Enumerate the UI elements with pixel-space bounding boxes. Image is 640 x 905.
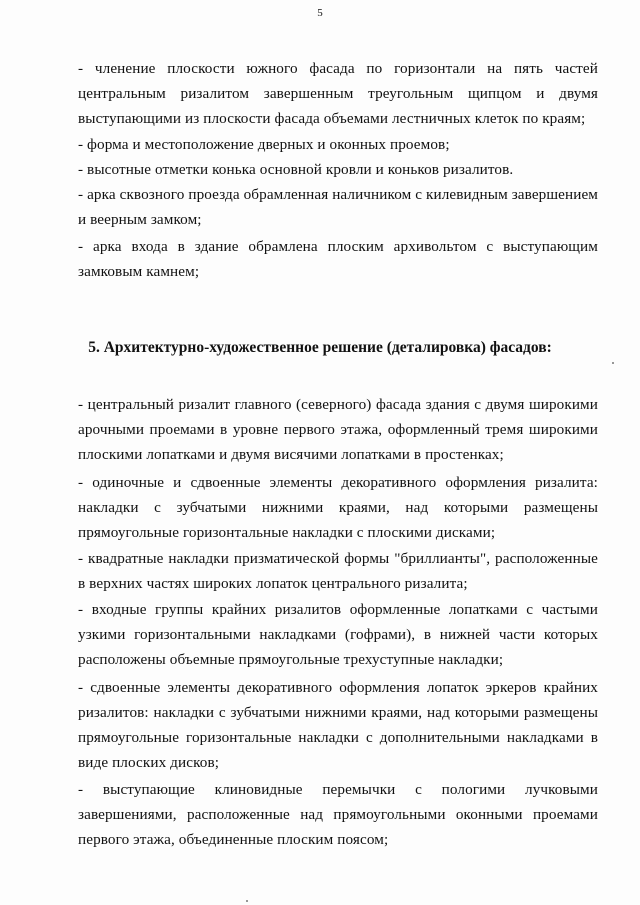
page-number: 5 [317, 7, 323, 19]
list-item-central-risalit: - центральный ризалит главного (северного) фасада здания с двумя широкими арочными проемами в уровне первого этажа, оформленный тремя широкими плоскими лопатками и двумя висячими лопатками в простенках; [78, 396, 598, 463]
list-item-passage-arch: - арка сквозного проезда обрамленная наличником с килевидным завершением и веерным замком; [78, 186, 598, 228]
list-item-diamond-plates: - квадратные накладки призматической формы "бриллианты", расположенные в верхних частях широких лопаток центрального ризалита; [78, 550, 598, 592]
list-item-decorative-elements: - одиночные и сдвоенные элементы декоративного оформления ризалита: накладки с зубчатыми нижними краями, над которыми размещены прямоугольные горизонтальные накладки с плоскими дисками; [78, 474, 598, 541]
list-item-openings: - форма и местоположение дверных и оконных проемов; [78, 136, 450, 153]
list-item-lintels: - выступающие клиновидные перемычки с пологими лучковыми завершениями, расположенные над прямоугольными оконными проемами первого этажа, объединенные плоским поясом; [78, 781, 598, 848]
section-heading: 5. Архитектурно-художественное решение (деталировка) фасадов: [88, 339, 552, 356]
list-item-ridge-marks: - высотные отметки конька основной кровли и коньков ризалитов. [78, 161, 514, 178]
scan-speck [612, 362, 614, 364]
list-item-entrance-arch: - арка входа в здание обрамлена плоским архивольтом с выступающим замковым камнем; [78, 238, 598, 280]
list-item-bay-window-elements: - сдвоенные элементы декоративного оформления лопаток эркеров крайних ризалитов: накладки с зубчатыми нижними краями, над которыми размещены прямоугольные горизонтальные накладки с дополнительными накладками в виде плоских дисков; [78, 679, 598, 771]
scan-speck [246, 900, 248, 902]
list-item-entrance-groups: - входные группы крайних ризалитов оформленные лопатками с частыми узкими горизонтальными накладками (гофрами), в нижней части которых расположены объемные прямоугольные трехуступные накладки; [78, 601, 598, 668]
list-item-facade-division: - членение плоскости южного фасада по горизонтали на пять частей центральным ризалитом завершенным треугольным щипцом и двумя выступающими из плоскости фасада объемами лестничных клеток по краям; [78, 60, 598, 127]
